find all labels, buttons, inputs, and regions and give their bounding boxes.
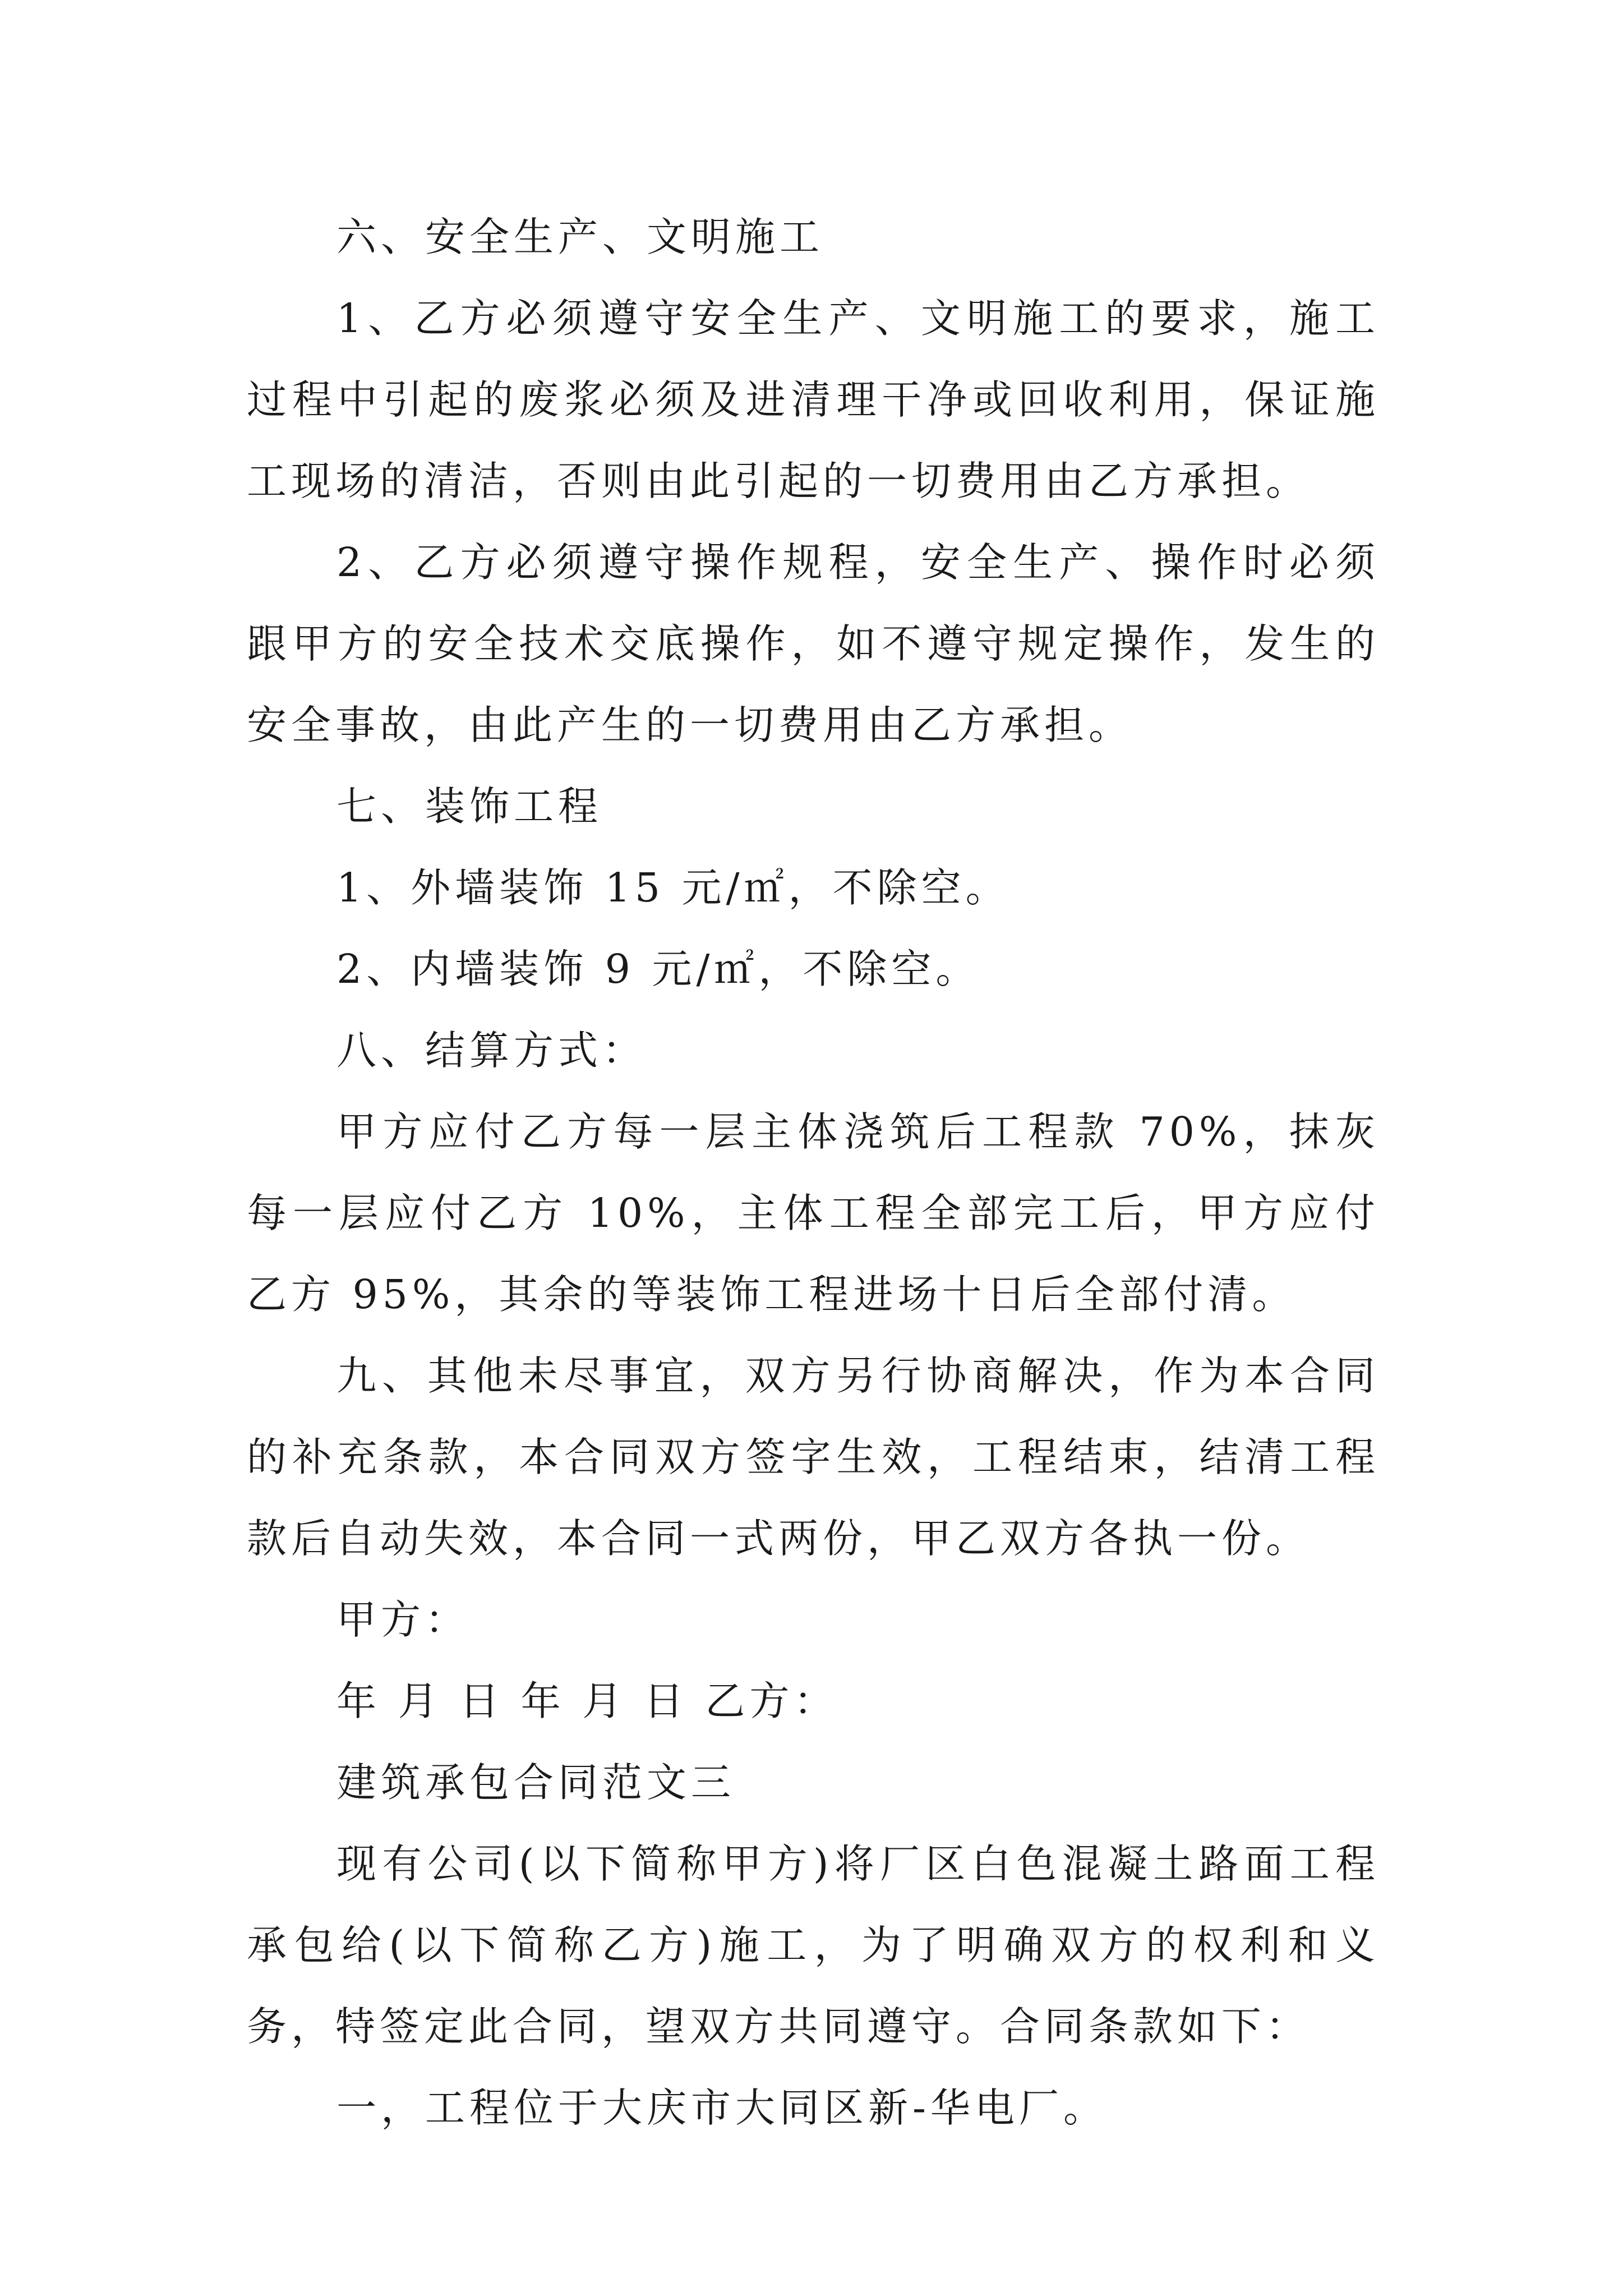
party-a-signature-line: 甲方：	[336, 1596, 470, 1643]
paragraph-other-matters: 九、其他未尽事宜，双方另行协商解决，作为本合同的补充条款，本合同双方签字生效，工程结束，结清工程款后自动失效，本合同一式两份，甲乙双方各执一份。	[247, 1352, 1380, 1562]
date-signature-line: 年 月 日 年 月 日 乙方：	[336, 1678, 838, 1724]
paragraph-decoration-interior: 2、内墙装饰 9 元/㎡，不除空。	[336, 946, 980, 992]
contract-sample-title: 建筑承包合同范文三	[336, 1759, 736, 1806]
paragraph-safety-1: 1、乙方必须遵守安全生产、文明施工的要求，施工过程中引起的废浆必须及进清理干净或回收利用，保证施工现场的清洁，否则由此引起的一切费用由乙方承担。	[247, 295, 1380, 504]
paragraph-clause-1: 一，工程位于大庆市大同区新-华电厂。	[336, 2085, 1108, 2131]
section-heading-decoration: 七、装饰工程	[336, 783, 603, 830]
section-heading-safety: 六、安全生产、文明施工	[336, 214, 824, 260]
paragraph-settlement: 甲方应付乙方每一层主体浇筑后工程款 70%，抹灰每一层应付乙方 10%，主体工程全部完工后，甲方应付乙方 95%，其余的等装饰工程进场十日后全部付清。	[247, 1108, 1380, 1318]
paragraph-contract-intro: 现有公司(以下简称甲方)将厂区白色混凝土路面工程承包给(以下简称乙方)施工，为了明确双方的权利和义务，特签定此合同，望双方共同遵守。合同条款如下：	[247, 1841, 1380, 2050]
paragraph-safety-2: 2、乙方必须遵守操作规程，安全生产、操作时必须跟甲方的安全技术交底操作，如不遵守规定操作，发生的安全事故，由此产生的一切费用由乙方承担。	[247, 539, 1380, 748]
section-heading-settlement: 八、结算方式：	[336, 1027, 647, 1074]
document-body	[247, 196, 1380, 2148]
paragraph-decoration-exterior: 1、外墙装饰 15 元/㎡，不除空。	[336, 864, 1010, 911]
